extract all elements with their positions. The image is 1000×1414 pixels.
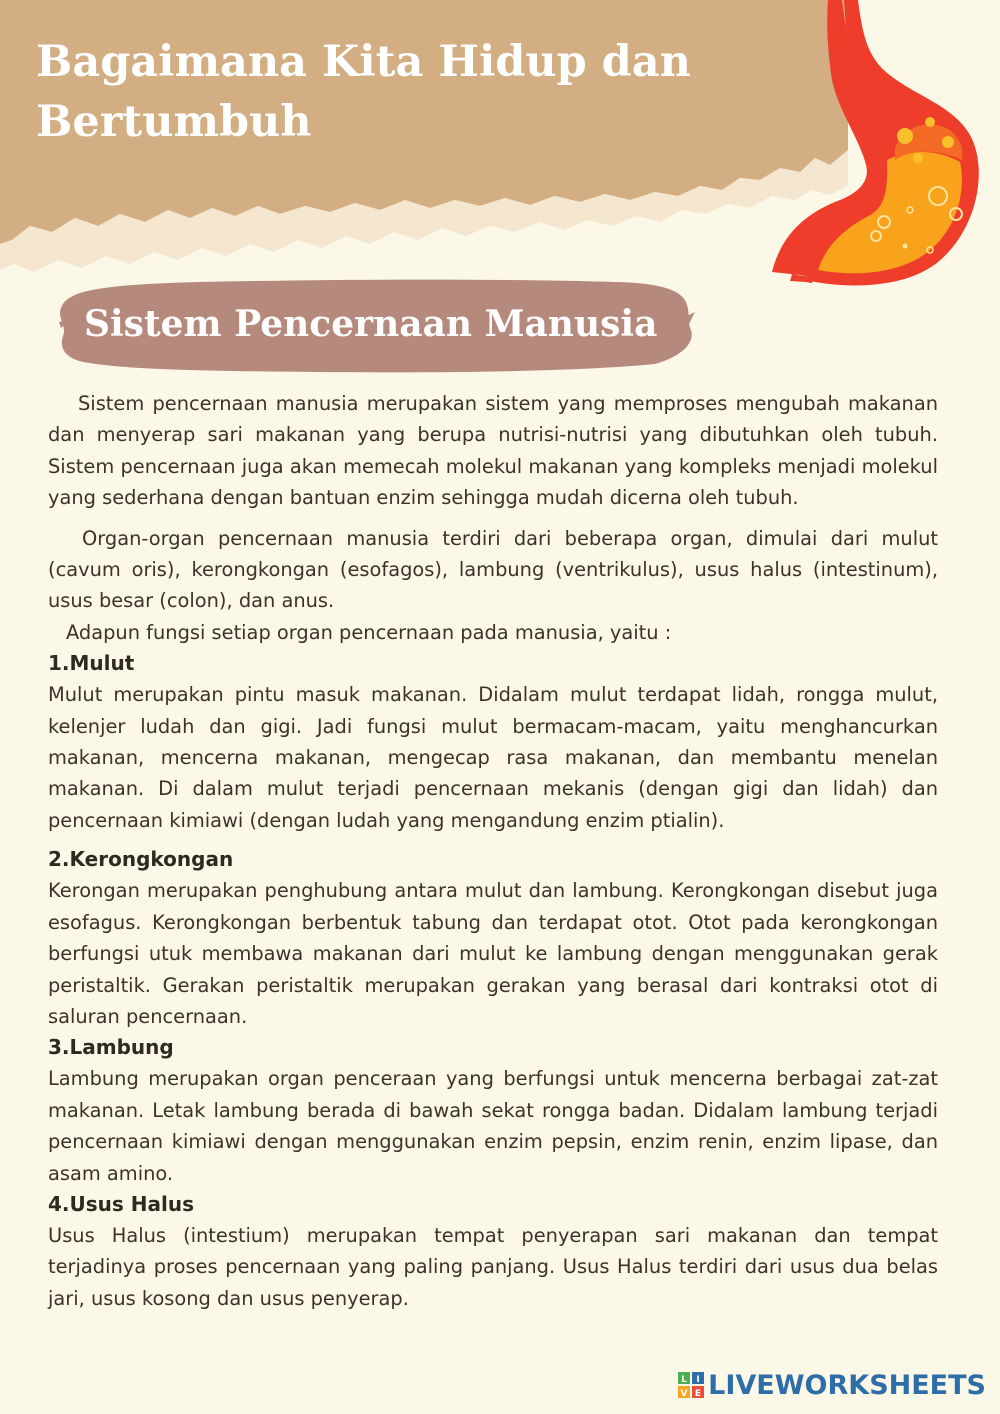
liveworksheets-watermark — [678, 1368, 986, 1402]
section-heading-kerongkongan: 2.Kerongkongan — [48, 847, 234, 872]
svg-text:V: V — [680, 1389, 688, 1398]
section-body-usus-halus: Usus Halus (intestium) merupakan tempat penyerapan sari makanan dan tempat terjadinya proses pencernaan yang paling panjang. Usus Halus terdiri dari usus dua belas jari, usus kosong dan usus penyerap. — [48, 1223, 938, 1310]
intro-paragraph: Sistem pencernaan manusia merupakan sistem yang memproses mengubah makanan dan menyerap sari makanan yang berupa nutrisi-nutrisi yang dibutuhkan oleh tubuh. Sistem pencernaan juga akan memecah molekul makanan yang kompleks menjadi molekul yang sederhana dengan bantuan enzim sehingga mudah dicerna oleh tubuh. — [48, 392, 938, 510]
svg-text:E: E — [695, 1389, 702, 1398]
organs-paragraph: Organ-organ pencernaan manusia terdiri dari beberapa organ, dimulai dari mulut (cavum oris), kerongkongan (esofagos), lambung (ventrikulus), usus halus (intestinum), usus besar (colon), dan anus. — [48, 526, 938, 613]
section-heading-usus-halus: 4.Usus Halus — [48, 1191, 194, 1216]
section-title: Sistem Pencernaan Manusia — [84, 303, 658, 345]
section-body-kerongkongan: Kerongan merupakan penghubung antara mulut dan lambung. Kerongkongan disebut juga esofagus. Kerongkongan berbentuk tabung dan terdapat otot. Otot pada kerongkongan berfungsi utuk membawa makanan dari mulut ke lambung dengan menggunakan gerak peristaltik. Gerakan peristaltik merupakan gerakan yang berasal dari kontraksi otot di saluran pencernaan. — [48, 879, 938, 1028]
svg-text:I: I — [696, 1375, 700, 1385]
title-line-1: Bagaimana Kita Hidup dan — [36, 37, 691, 87]
liveworksheets-logo-icon — [678, 1372, 704, 1398]
section-body-mulut: Mulut merupakan pintu masuk makanan. Didalam mulut terdapat lidah, rongga mulut, kelenjer ludah dan gigi. Jadi fungsi mulut bermacam-macam, yaitu menghancurkan makanan, mencerna makanan, mengecap rasa makanan, dan membantu menelan makanan. Di dalam mulut terjadi pencernaan mekanis (dengan gigi dan lidah) dan pencernaan kimiawi (dengan ludah yang mengandung enzim ptialin). — [48, 683, 938, 832]
liveworksheets-text: LIVEWORKSHEETS — [708, 1369, 986, 1401]
svg-text:L: L — [681, 1375, 688, 1385]
section-body-lambung: Lambung merupakan organ penceraan yang berfungsi untuk mencerna berbagai zat-zat makanan. Letak lambung berada di bawah sekat rongga badan. Didalam lambung terjadi pencernaan kimiawi dengan menggunakan enzim pepsin, enzim renin, enzim lipase, dan asam amino. — [48, 1067, 938, 1185]
functions-intro: Adapun fungsi setiap organ pencernaan pada manusia, yaitu : — [66, 620, 672, 644]
section-heading-mulut: 1.Mulut — [48, 651, 135, 676]
title-line-2: Bertumbuh — [36, 97, 312, 147]
page-title — [36, 32, 796, 152]
section-heading-lambung: 3.Lambung — [48, 1035, 174, 1060]
article-body — [48, 388, 938, 1314]
